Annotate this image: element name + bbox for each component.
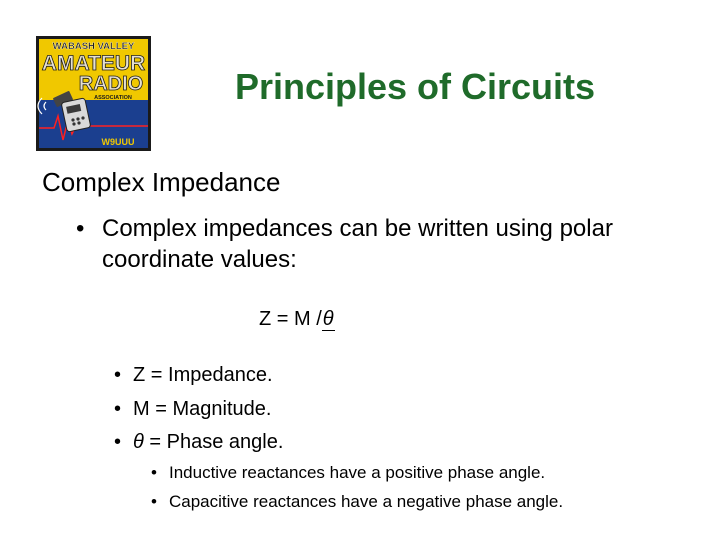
slide-title: Principles of Circuits xyxy=(234,66,596,107)
slide-subtitle: Complex Impedance xyxy=(42,167,281,197)
definition-text: = Phase angle. xyxy=(143,431,284,453)
club-logo xyxy=(36,36,151,151)
bullet-glyph: • xyxy=(114,431,122,453)
bullet-glyph: • xyxy=(151,463,157,482)
logo-callsign: W9UUU xyxy=(101,137,135,147)
logo-text-line1: WABASH VALLEY xyxy=(52,41,135,52)
definition-text: = Impedance. xyxy=(145,364,273,386)
definition-text: = Magnitude. xyxy=(149,398,272,420)
bullet-glyph: • xyxy=(114,364,122,386)
note-capacitive xyxy=(151,492,563,512)
logo-text-line3: RADIO xyxy=(78,73,144,95)
definition-impedance xyxy=(114,364,273,387)
definition-symbol: θ xyxy=(133,431,144,453)
definition-symbol: M xyxy=(133,398,150,420)
note-text: Capacitive reactances have a negative phase angle. xyxy=(169,492,564,511)
bullet-glyph: • xyxy=(151,492,157,511)
formula-prefix: Z = M / xyxy=(259,308,322,330)
definition-symbol: Z xyxy=(133,364,146,386)
polar-formula xyxy=(259,308,335,331)
bullet-glyph: • xyxy=(114,398,122,420)
bullet-text: Complex impedances can be written using polar coordinate values: xyxy=(102,215,613,273)
note-inductive xyxy=(151,463,545,483)
note-text: Inductive reactances have a positive phase angle. xyxy=(169,463,546,482)
logo-text-line4: ASSOCIATION xyxy=(94,95,132,101)
bullet-polar-coordinates xyxy=(76,213,676,275)
bullet-glyph: • xyxy=(76,215,85,242)
formula-angle: θ xyxy=(322,308,334,330)
definition-phase-angle xyxy=(114,431,283,454)
definition-magnitude xyxy=(114,398,271,421)
logo-text-line2: AMATEUR xyxy=(41,52,146,75)
